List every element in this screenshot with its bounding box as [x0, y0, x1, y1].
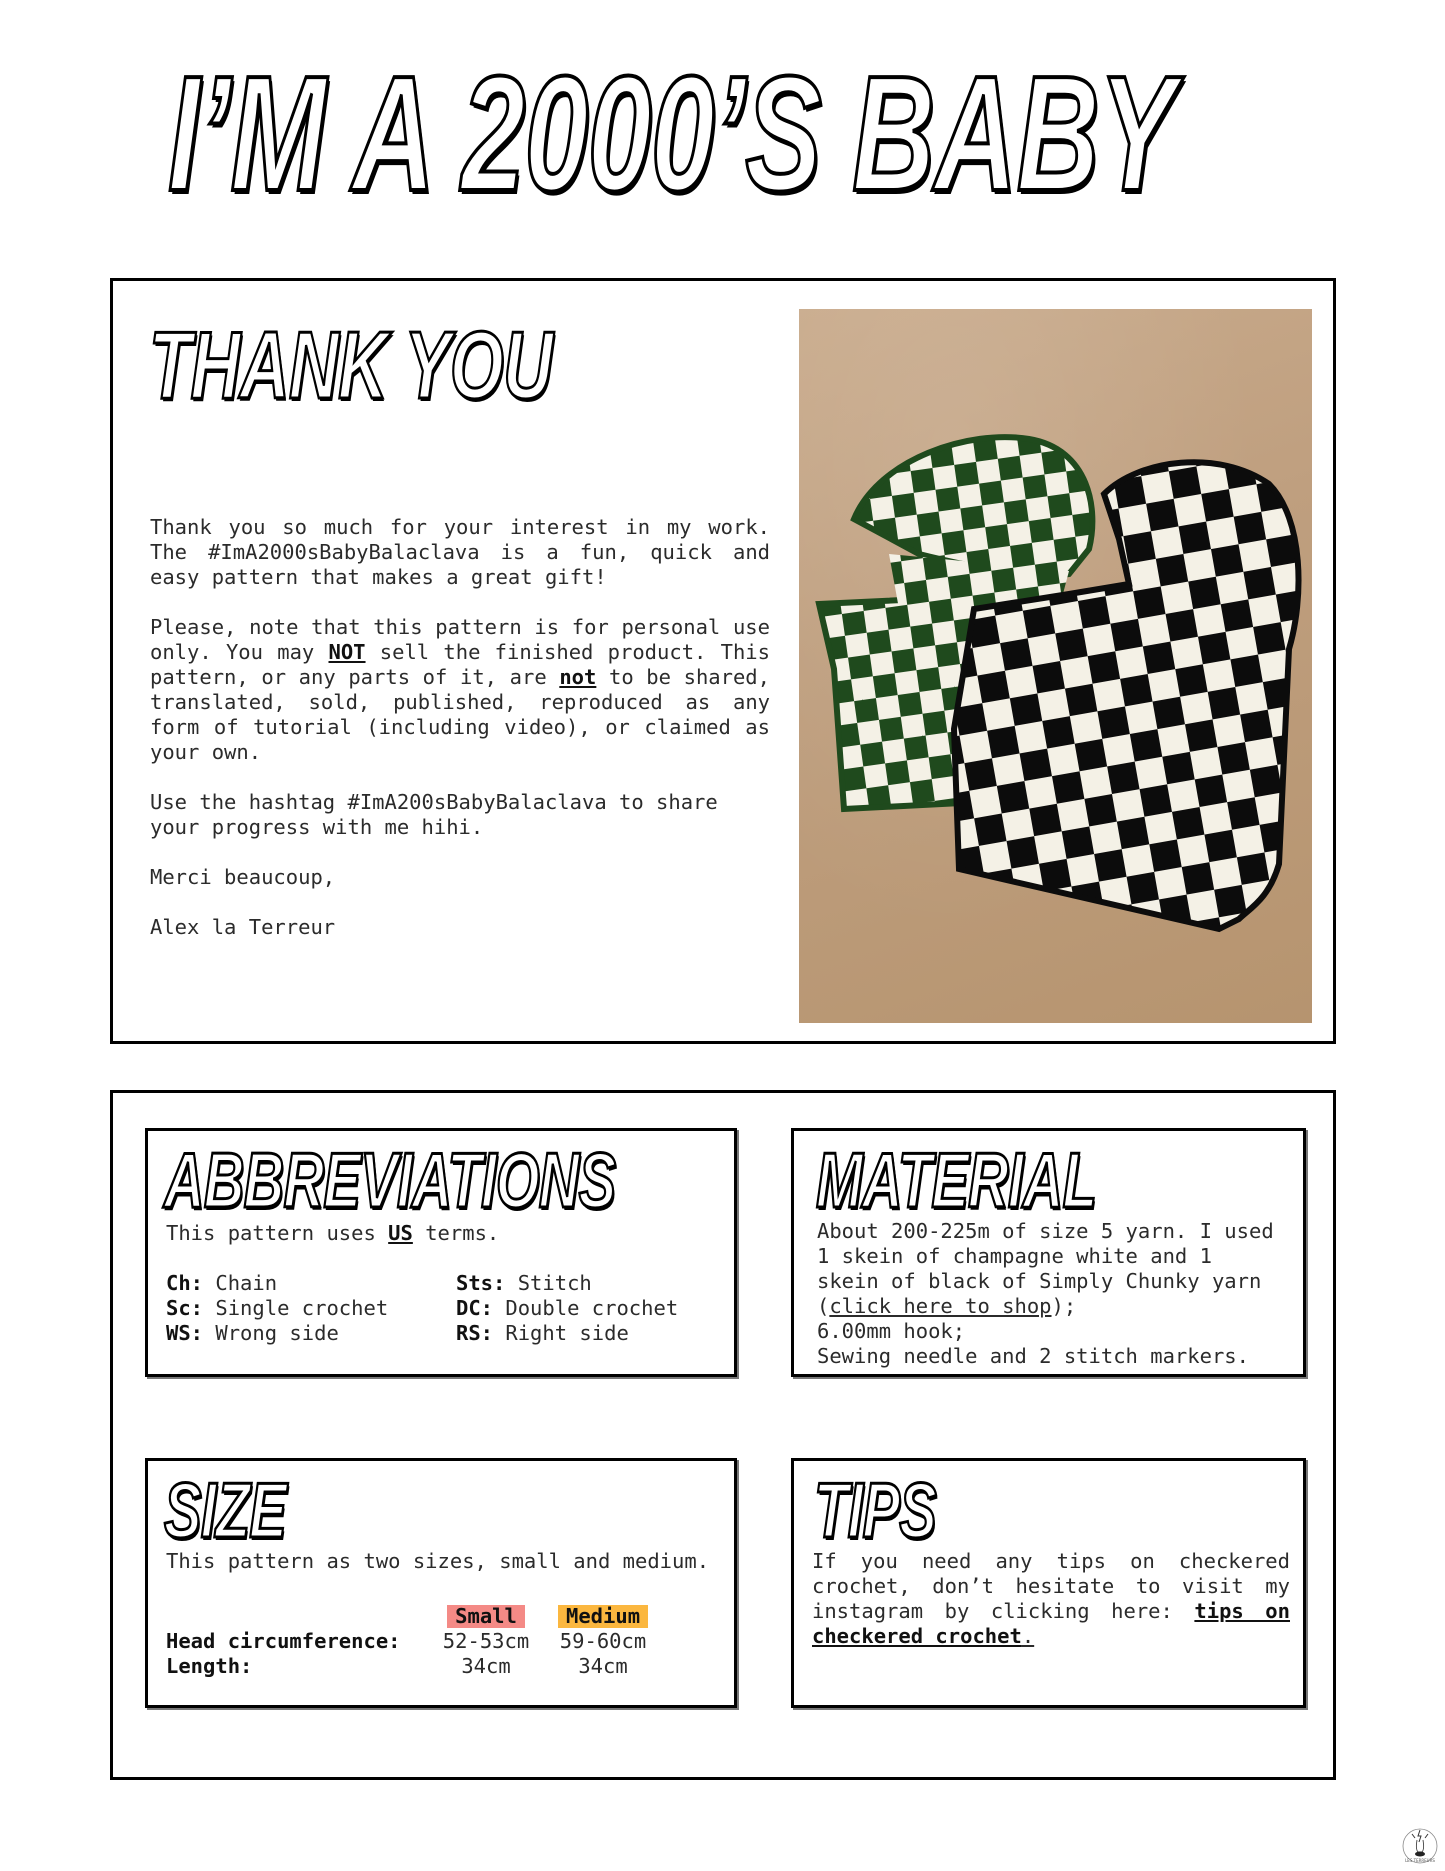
abbreviations-list — [166, 1271, 706, 1346]
abbreviation-meaning: Chain — [215, 1271, 278, 1295]
signature: Alex la Terreur — [150, 915, 336, 939]
text-fragment: Please, note that this pattern is for personal use only. You may — [150, 615, 770, 664]
abbreviation-meaning: Right side — [505, 1321, 629, 1345]
material-text — [817, 1219, 1285, 1369]
svg-text:LES TERREURS: LES TERREURS — [1405, 1858, 1435, 1863]
size-small-value: 34cm — [461, 1654, 511, 1678]
text-fragment: This pattern uses — [166, 1221, 389, 1245]
abbreviation-item — [166, 1296, 456, 1321]
material-box — [791, 1128, 1306, 1377]
abbreviations-heading: ABBREVIATIONS — [164, 1136, 616, 1224]
text-fragment: terms. — [412, 1221, 500, 1245]
abbreviation-meaning: Double crochet — [505, 1296, 679, 1320]
size-header-spacer — [166, 1604, 418, 1629]
abbreviations-box — [145, 1128, 737, 1377]
size-medium-value: 59-60cm — [559, 1629, 647, 1653]
abbreviation-code: Sc: — [166, 1296, 204, 1320]
text-fragment: About 200-225m of size 5 yarn. I used 1 skein of champagne white and 1 skein of black of Simply Chunky yarn ( — [817, 1219, 1274, 1318]
us-terms-emphasis: US — [388, 1221, 413, 1245]
thank-you-paragraph-2 — [150, 615, 770, 765]
text-fragment: . — [1021, 1624, 1035, 1648]
size-table — [166, 1604, 648, 1679]
emphasis-not-upper: NOT — [328, 640, 366, 664]
thank-you-paragraph-1: Thank you so much for your interest in my work. The #ImA2000sBabyBalaclava is a fun, quick and easy pattern that makes a great gift! — [150, 515, 770, 589]
abbreviation-item — [456, 1321, 706, 1346]
abbreviation-meaning: Wrong side — [215, 1321, 339, 1345]
size-row — [166, 1629, 648, 1654]
abbreviation-meaning: Stitch — [517, 1271, 592, 1295]
abbreviation-meaning: Single crochet — [215, 1296, 389, 1320]
logo-icon — [1400, 1822, 1440, 1866]
size-box — [145, 1458, 737, 1708]
closing-text: Merci beaucoup, — [150, 865, 336, 889]
abbreviation-code: Sts: — [456, 1271, 506, 1295]
thank-you-section — [110, 278, 1336, 1044]
les-terreurs-logo — [1400, 1822, 1440, 1866]
balaclava-photo — [799, 309, 1312, 1023]
material-hook-line: 6.00mm hook; — [817, 1319, 966, 1343]
size-row-label: Head circumference: — [166, 1629, 401, 1653]
emphasis-not-lower: not — [559, 665, 597, 689]
tips-heading: TIPS — [814, 1466, 936, 1554]
text-fragment: to be shared, translated, sold, published, reproduced as any form of tutorial (including video), or claimed as your own. — [150, 665, 770, 764]
page-title: I’M A 2000’S BABY — [168, 42, 1175, 225]
material-heading: MATERIAL — [816, 1136, 1097, 1224]
medium-size-badge: Medium — [558, 1605, 648, 1628]
material-notions-line: Sewing needle and 2 stitch markers. — [817, 1344, 1249, 1368]
size-header-small — [418, 1604, 554, 1629]
size-intro: This pattern as two sizes, small and medium. — [166, 1549, 710, 1573]
pattern-info-section — [110, 1090, 1336, 1780]
abbreviation-item — [456, 1296, 706, 1321]
size-row-label: Length: — [166, 1654, 253, 1678]
thank-you-text — [150, 515, 770, 965]
tips-paragraph — [812, 1549, 1290, 1649]
tips-box — [791, 1458, 1306, 1708]
size-heading: SIZE — [164, 1466, 286, 1554]
abbreviations-intro — [166, 1221, 499, 1245]
abbreviation-code: WS: — [166, 1321, 204, 1345]
abbreviation-item — [166, 1321, 456, 1346]
instagram-tips-link[interactable]: tips on checkered crochet — [812, 1599, 1290, 1648]
abbreviation-code: DC: — [456, 1296, 494, 1320]
text-fragment: sell the finished product. This pattern, or any parts of it, are — [150, 640, 770, 689]
thank-you-paragraph-3: Use the hashtag #ImA200sBabyBalaclava to share your progress with me hihi. — [150, 790, 718, 839]
thank-you-heading: THANK YOU — [149, 312, 553, 419]
abbreviation-code: Ch: — [166, 1271, 204, 1295]
text-fragment: ); — [1051, 1294, 1077, 1318]
text-fragment: If you need any tips on checkered crochet, don’t hesitate to visit my instagram by clicking here: — [812, 1549, 1290, 1623]
material-yarn-line — [817, 1219, 1285, 1319]
abbreviation-item — [166, 1271, 456, 1296]
abbreviation-item — [456, 1271, 706, 1296]
size-header-row — [166, 1604, 648, 1629]
tips-text — [812, 1549, 1290, 1674]
abbreviation-code: RS: — [456, 1321, 494, 1345]
shop-link[interactable]: click here to shop — [829, 1294, 1052, 1318]
size-medium-value: 34cm — [578, 1654, 628, 1678]
small-size-badge: Small — [447, 1605, 525, 1628]
size-header-medium — [558, 1604, 648, 1629]
size-row — [166, 1654, 648, 1679]
balaclava-photo-illustration — [799, 309, 1312, 1023]
size-small-value: 52-53cm — [442, 1629, 530, 1653]
